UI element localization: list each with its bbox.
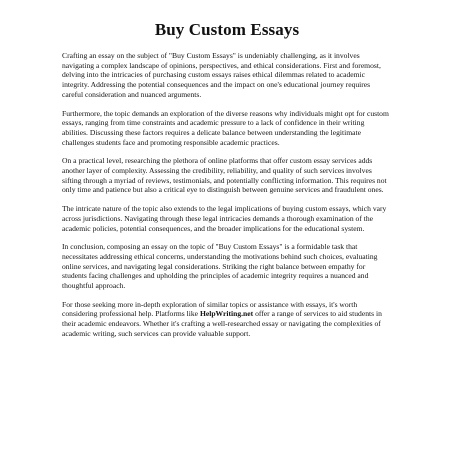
document-body [62, 51, 392, 339]
page-title: Buy Custom Essays [154, 20, 300, 39]
closing-text-before: For those seeking more in-depth exploration of similar topics or assistance with essays, it's worth considering professional help. Platforms like [62, 299, 358, 319]
paragraph-practical: On a practical level, researching the plethora of online platforms that offer custom essay services adds another layer of complexity. Assessing the credibility, reliability, and quality of such services involves sifting through a myriad of reviews, testimonials, and potentially conflicting information. This requires not only time and patience but also a critical eye to distinguish between genuine services and fraudulent ones. [62, 156, 387, 195]
paragraph-closing [62, 300, 392, 339]
paragraph-conclusion: In conclusion, composing an essay on the topic of "Buy Custom Essays" is a formidable task that necessitates addressing ethical concerns, understanding the motivations behind such choices, evaluating online services, and navigating legal considerations. Striking the right balance between empathy for students facing challenges and upholding the principles of academic integrity requires a nuanced and thoughtful approach. [62, 242, 378, 291]
paragraph-reasons: Furthermore, the topic demands an exploration of the diverse reasons why individuals might opt for custom essays, ranging from time constraints and academic pressure to a lack of confidence in their writing abilities. Discussing these factors requires a delicate balance between understanding the legitimate challenges students face and promoting responsible academic practices. [62, 108, 389, 147]
paragraph-legal: The intricate nature of the topic also extends to the legal implications of buying custom essays, which vary across jurisdictions. Navigating through these legal intricacies demands a thorough examination of the academic policies, potential consequences, and the broader implications for the educational system. [62, 204, 387, 233]
paragraph-intro: Crafting an essay on the subject of "Buy Custom Essays" is undeniably challenging, as it involves navigating a complex landscape of opinions, perspectives, and ethical considerations. First and foremost, delving into the intricacies of purchasing custom essays raises ethical dilemmas related to academic integrity. Addressing the potential consequences and the impact on one's educational journey requires careful consideration and nuanced arguments. [62, 51, 381, 99]
closing-text-after: offer a range of services to aid students in their academic endeavors. Whether it's crafting a well-researched essay or navigating the complexities of academic writing, such services can provide valuable support. [62, 309, 382, 338]
site-name: HelpWriting.net [199, 309, 254, 319]
document-page [62, 0, 392, 452]
